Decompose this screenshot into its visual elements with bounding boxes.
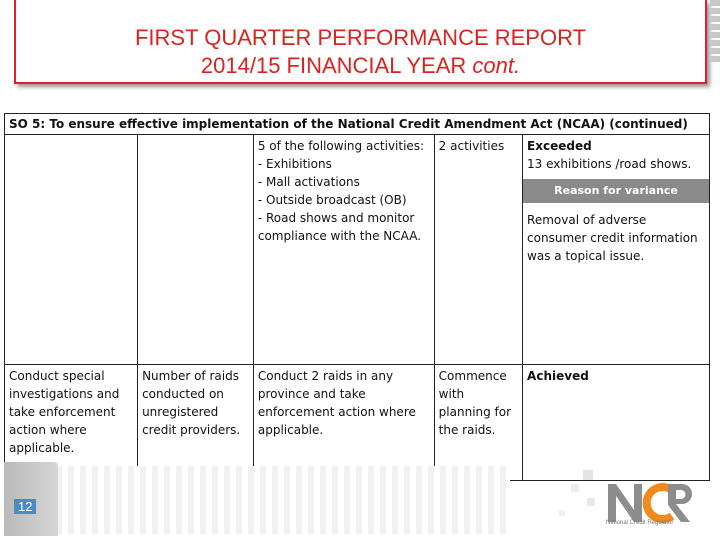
status-cell bbox=[523, 135, 710, 365]
title-box bbox=[14, 0, 707, 84]
page-badge bbox=[4, 462, 58, 536]
indicator-cell: Number of raids conducted on unregistered credit providers. bbox=[138, 365, 254, 481]
decorative-bars-top bbox=[710, 0, 720, 100]
target-intro: 5 of the following activities: bbox=[257, 139, 425, 153]
slide-title-line2: 2014/15 FINANCIAL YEAR cont. bbox=[200, 53, 521, 78]
target-item: - Mall activations bbox=[257, 175, 360, 189]
status-cell: Achieved bbox=[523, 365, 710, 481]
footer-strip bbox=[56, 466, 510, 534]
objective-cell: Conduct special investigations and take enforcement action where applicable. bbox=[5, 365, 138, 481]
reason-for-variance-heading: Reason for variance bbox=[523, 179, 709, 203]
ncr-logo-subtitle: National Credit Regulator bbox=[606, 520, 674, 526]
actual-cell: 2 activities bbox=[434, 135, 522, 365]
table-row bbox=[5, 365, 710, 481]
reason-text: Removal of adverse consumer credit information was a topical issue. bbox=[527, 213, 698, 263]
target-item: - Exhibitions bbox=[257, 157, 332, 171]
slide-title bbox=[16, 24, 705, 80]
table-row bbox=[5, 135, 710, 365]
target-item: - Outside broadcast (OB) bbox=[257, 193, 407, 207]
status-detail: 13 exhibitions /road shows. bbox=[527, 157, 692, 171]
actual-cell: Commence with planning for the raids. bbox=[434, 365, 522, 481]
title-cont-suffix: cont. bbox=[472, 53, 521, 78]
target-item: - Road shows and monitor compliance with the NCAA. bbox=[257, 211, 422, 243]
page-number: 12 bbox=[14, 499, 36, 514]
decorative-squares bbox=[513, 464, 603, 534]
target-cell bbox=[253, 135, 434, 365]
ncr-logo-n bbox=[608, 484, 642, 522]
section-heading-row bbox=[5, 114, 710, 135]
slide-title-line1: FIRST QUARTER PERFORMANCE REPORT bbox=[134, 25, 587, 50]
status-label: Exceeded bbox=[527, 139, 592, 153]
indicator-cell-empty bbox=[138, 135, 254, 365]
performance-table bbox=[4, 113, 710, 481]
objective-cell-empty bbox=[5, 135, 138, 365]
target-cell: Conduct 2 raids in any province and take enforcement action where applicable. bbox=[253, 365, 434, 481]
section-heading: SO 5: To ensure effective implementation of the National Credit Amendment Act (NCAA) (continued) bbox=[5, 114, 710, 135]
